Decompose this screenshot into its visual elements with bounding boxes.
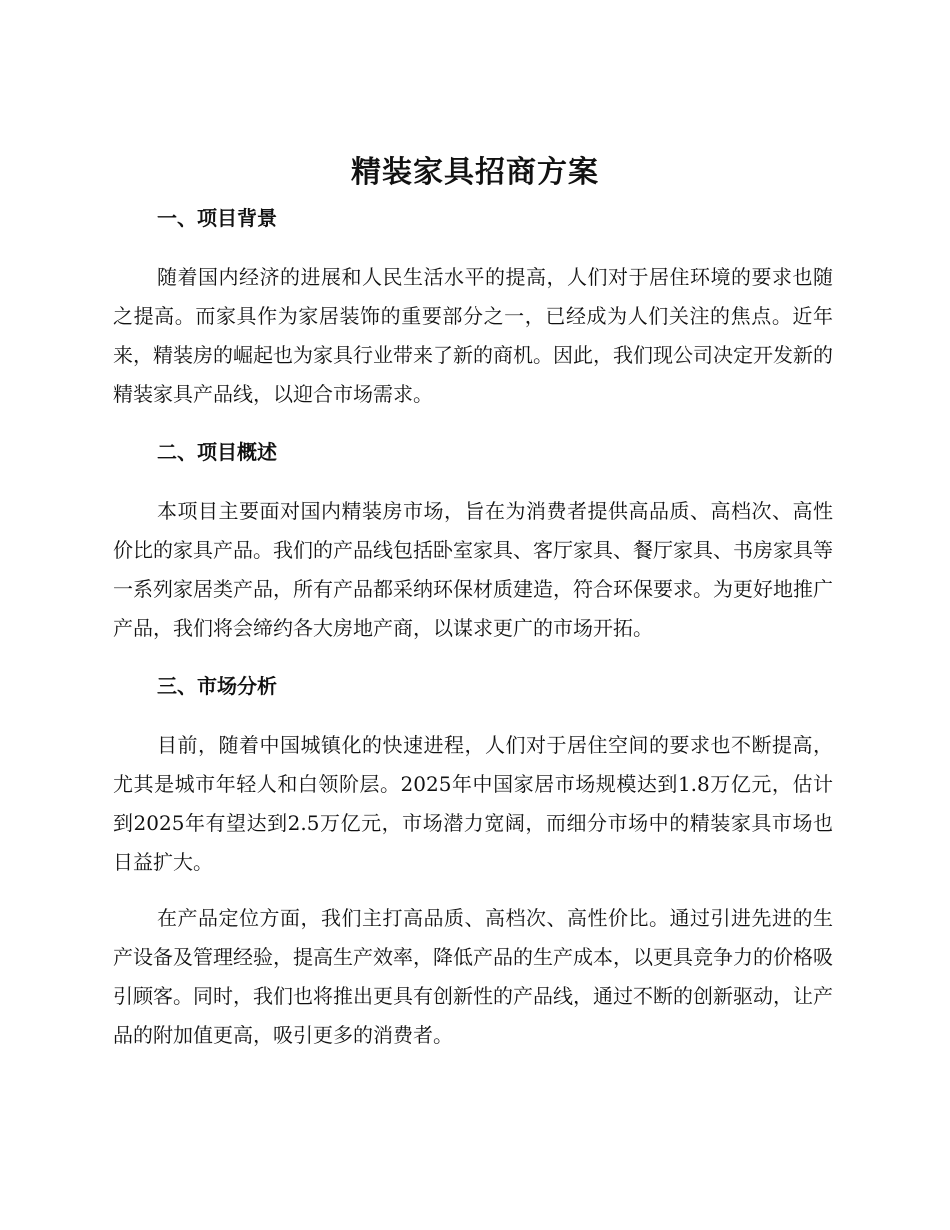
section-heading: 一、项目背景: [157, 206, 277, 230]
paragraph: 随着国内经济的进展和人民生活水平的提高，人们对于居住环境的要求也随之提高。而家具作为家居装饰的重要部分之一，已经成为人们关注的焦点。近年来，精装房的崛起也为家具行业带来了新的商机。因此，我们现公司决定开发新的精装家具产品线，以迎合市场需求。: [113, 265, 833, 406]
section-heading: 二、项目概述: [157, 440, 277, 464]
paragraph: 目前，随着中国城镇化的快速进程，人们对于居住空间的要求也不断提高，尤其是城市年轻人和白领阶层。2025年中国家居市场规模达到1.8万亿元，估计到2025年有望达到2.5万亿元，市场潜力宽阔，而细分市场中的精装家具市场也日益扩大。: [113, 733, 833, 874]
paragraph: 本项目主要面对国内精装房市场，旨在为消费者提供高品质、高档次、高性价比的家具产品。我们的产品线包括卧室家具、客厅家具、餐厅家具、书房家具等一系列家居类产品，所有产品都采纳环保材质建造，符合环保要求。为更好地推广产品，我们将会缔约各大房地产商，以谋求更广的市场开拓。: [113, 499, 833, 640]
document-title: 精装家具招商方案: [351, 155, 599, 190]
section-heading: 三、市场分析: [157, 674, 277, 698]
section-project-overview: [113, 432, 833, 648]
section-market-analysis: [113, 666, 833, 1055]
section-project-background: [113, 198, 833, 414]
document-body: [113, 198, 833, 1055]
paragraph: 在产品定位方面，我们主打高品质、高档次、高性价比。通过引进先进的生产设备及管理经验，提高生产效率，降低产品的生产成本，以更具竞争力的价格吸引顾客。同时，我们也将推出更具有创新性的产品线，通过不断的创新驱动，让产品的附加值更高，吸引更多的消费者。: [113, 906, 833, 1047]
